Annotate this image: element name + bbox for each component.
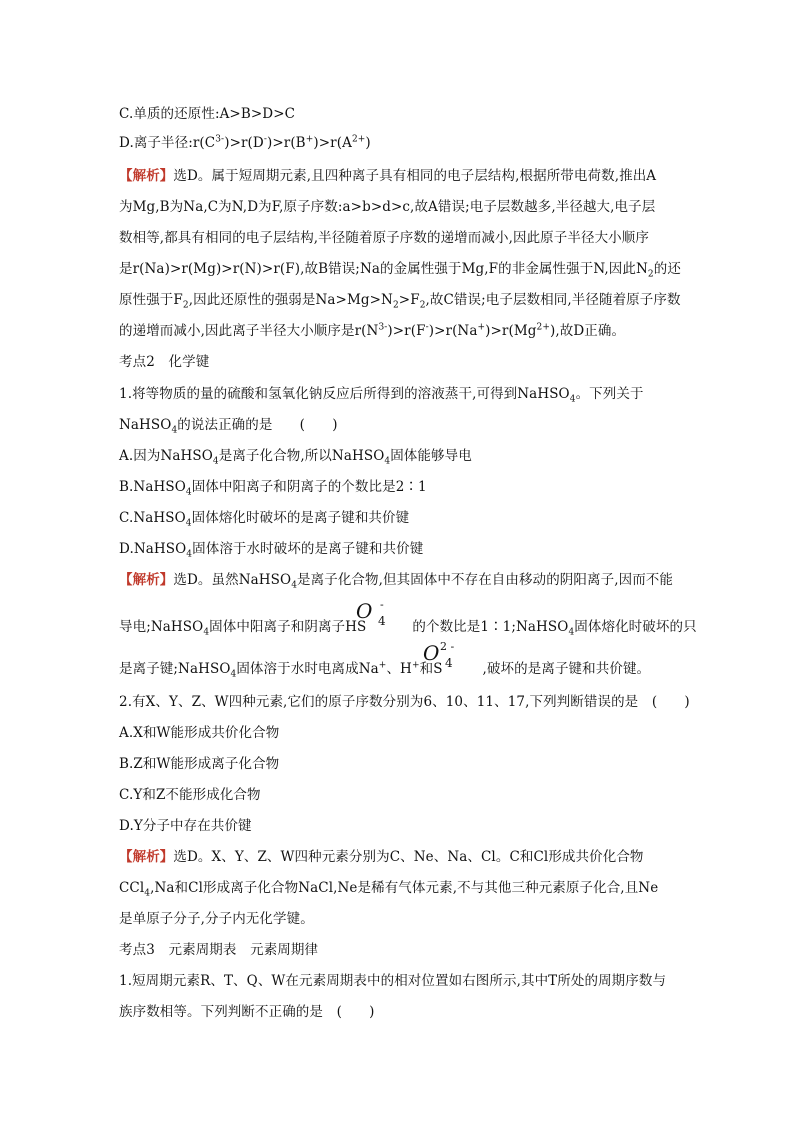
analysis-2-line-2 [119,614,697,638]
analysis-2-line-3 [119,656,679,680]
section-heading-chemical-bond [119,352,679,372]
text-segment: ,故C错误;电子层数相同,半径随着原子序数 [425,292,681,308]
analysis-1-line-5 [119,290,679,310]
text-segment: )>r(D [224,135,264,151]
formula-charge: 2 - [440,640,455,653]
text-segment: + [411,660,420,671]
text-segment: 的还 [653,261,681,277]
text-segment: B.Z和W能形成离子化合物 [119,756,280,772]
text-segment: 固体中阳离子和阴离子的个数比是2∶1 [191,479,427,495]
text-segment: 3- [378,322,388,333]
option-d-ionic-radius [119,133,679,153]
text-segment: 考点3 元素周期表 元素周期律 [119,942,319,958]
text-segment: 固体能够导电 [390,448,472,464]
formula-subscript: 4 [445,656,453,670]
text-segment: 4 [185,518,192,529]
question-3-stem-line-1 [119,971,679,991]
formula-o-symbol: O [423,641,440,665]
analysis-tag: 【解析】 [119,572,174,588]
question-1-option-b [119,477,679,497]
question-2-stem [119,692,690,712]
text-segment: + [477,322,486,333]
analysis-1-line-2 [119,197,679,217]
text-segment: 导电;NaHSO [119,619,204,635]
analysis-1-line-6 [119,321,679,341]
text-segment: 为Mg,B为Na,C为N,D为F,原子序数:a>b>d>c,故A错误;电子层数越多,半径越大,电子层 [119,199,656,215]
text-segment: )>r(Mg [485,323,537,339]
analysis-tag: 【解析】 [119,168,174,184]
text-segment: 3- [215,134,225,145]
question-2-option-d [119,816,679,836]
formula-subscript: 4 [378,614,386,628]
text-segment: 2.有X、Y、Z、W四种元素,它们的原子序数分别为6、10、11、17,下列判断错误的是 ( ) [119,694,690,710]
text-segment: 2 [392,300,399,311]
analysis-1-line-1 [119,166,679,186]
text-segment: 是r(Na)>r(Mg)>r(N)>r(F),故B错误;Na的金属性强于Mg,F的非金属性强于N,因此N [119,261,648,277]
text-segment: 4 [203,627,210,638]
text-segment: 4 [291,580,298,591]
text-segment: D.离子半径:r(C [119,135,216,151]
analysis-3-line-2 [119,878,679,898]
question-1-stem-line-1 [119,384,679,404]
text-segment: + [305,134,314,145]
text-segment: 2 [647,269,654,280]
text-segment: 4 [212,456,219,467]
text-segment: 4 [384,456,391,467]
text-segment: 固体熔化时破坏的只 [574,619,697,635]
text-segment: 的递增而减小,因此离子半径大小顺序是r(N [119,323,379,339]
text-segment: 数相等,都具有相同的电子层结构,半径随着原子序数的递增而减小,因此原子半径大小顺序 [119,230,649,246]
text-segment: 和S [419,661,443,677]
text-segment: - [263,134,267,145]
text-segment: ,Na和Cl形成离子化合物NaCl,Ne是稀有气体元素,不与其他三种元素原子化合,且Ne [150,880,659,896]
text-segment: 是离子化合物,但其固体中不存在自由移动的阴阳离子,因而不能 [297,572,673,588]
text-segment: 的个数比是1∶1;NaHSO [412,619,569,635]
analysis-3-line-3 [119,909,679,929]
text-segment: 4 [171,425,178,436]
text-segment: 4 [144,888,151,899]
text-segment: C.NaHSO [119,510,186,526]
analysis-tag: 【解析】 [119,849,174,865]
text-segment: ,破坏的是离子键和共价键。 [482,661,651,677]
question-3-stem-line-2 [119,1002,679,1022]
text-segment: 选D。属于短周期元素,且四种离子具有相同的电子层结构,根据所带电荷数,推出A [173,168,657,184]
text-segment: 考点2 化学键 [119,354,210,370]
text-segment: 的说法正确的是 ( ) [177,417,338,433]
analysis-1-line-3 [119,228,679,248]
text-segment: CCl [119,880,145,896]
question-1-option-d [119,539,679,559]
text-segment: 是单原子分子,分子内无化学键。 [119,911,314,927]
text-segment: C.Y和Z不能形成化合物 [119,787,261,803]
text-segment: 固体溶于水时电离成Na [236,661,379,677]
text-segment: 4 [568,627,575,638]
analysis-1-line-4 [119,259,679,279]
text-segment: 1.短周期元素R、T、Q、W在元素周期表中的相对位置如右图所示,其中T所处的周期序数与 [119,973,667,989]
text-segment: ) [365,135,371,151]
question-1-stem-line-2 [119,415,679,435]
option-c-reducibility [119,104,679,124]
text-segment: 1.将等物质的量的硫酸和氢氧化钠反应后所得到的溶液蒸干,可得到NaHSO [119,386,570,402]
text-segment: 2 [182,300,189,311]
text-segment: )>r(F [387,323,426,339]
text-segment: 2+ [351,134,366,145]
text-segment: 、H [386,661,412,677]
formula-o-symbol: O [356,599,373,623]
text-segment: B.NaHSO [119,479,186,495]
text-segment: 。下列关于 [575,386,644,402]
text-segment: )>r(A [313,135,352,151]
text-segment: 4 [186,549,193,560]
section-heading-periodic-table [119,940,679,960]
text-segment: + [378,660,387,671]
text-segment: 固体熔化时破坏的是离子键和共价键 [191,510,410,526]
question-1-option-a [119,446,679,466]
question-2-option-c [119,785,679,805]
text-segment: 是离子化合物,所以NaHSO [218,448,385,464]
text-segment: 族序数相等。下列判断不正确的是 ( ) [119,1004,375,1020]
text-segment: 4 [185,487,192,498]
text-segment: 4 [230,669,237,680]
text-segment: A.X和W能形成共价化合物 [119,725,280,741]
text-segment: 2+ [536,322,550,333]
text-segment: 是离子键;NaHSO [119,661,231,677]
question-2-option-a [119,723,679,743]
analysis-2-line-1 [119,570,679,590]
text-segment: - [425,322,429,333]
question-1-option-c [119,508,679,528]
text-segment: )>r(B [266,135,306,151]
text-segment: 选D。X、Y、Z、W四种元素分别为C、Ne、Na、Cl。C和Cl形成共价化合物 [173,849,644,865]
text-segment: NaHSO [119,417,172,433]
text-segment: )>r(Na [428,323,478,339]
text-segment: D.NaHSO [119,541,187,557]
analysis-3-line-1 [119,847,679,867]
text-segment: >F [398,292,420,308]
text-segment: D.Y分子中存在共价键 [119,818,252,834]
text-segment: 固体溶于水时破坏的是离子键和共价键 [192,541,424,557]
text-segment: 选D。虽然NaHSO [173,572,292,588]
text-segment: A.因为NaHSO [119,448,213,464]
text-segment: 原性强于F [119,292,183,308]
text-segment: ,因此还原性的强弱是Na>Mg>N [188,292,393,308]
text-segment: ),故D正确。 [550,323,626,339]
text-segment: 2 [419,300,426,311]
text-segment: 固体中阳离子和阴离子HS [209,619,367,635]
formula-charge: - [380,598,384,611]
question-2-option-b [119,754,679,774]
text-segment: 4 [569,394,576,405]
text-segment: C.单质的还原性:A>B>D>C [119,106,296,122]
